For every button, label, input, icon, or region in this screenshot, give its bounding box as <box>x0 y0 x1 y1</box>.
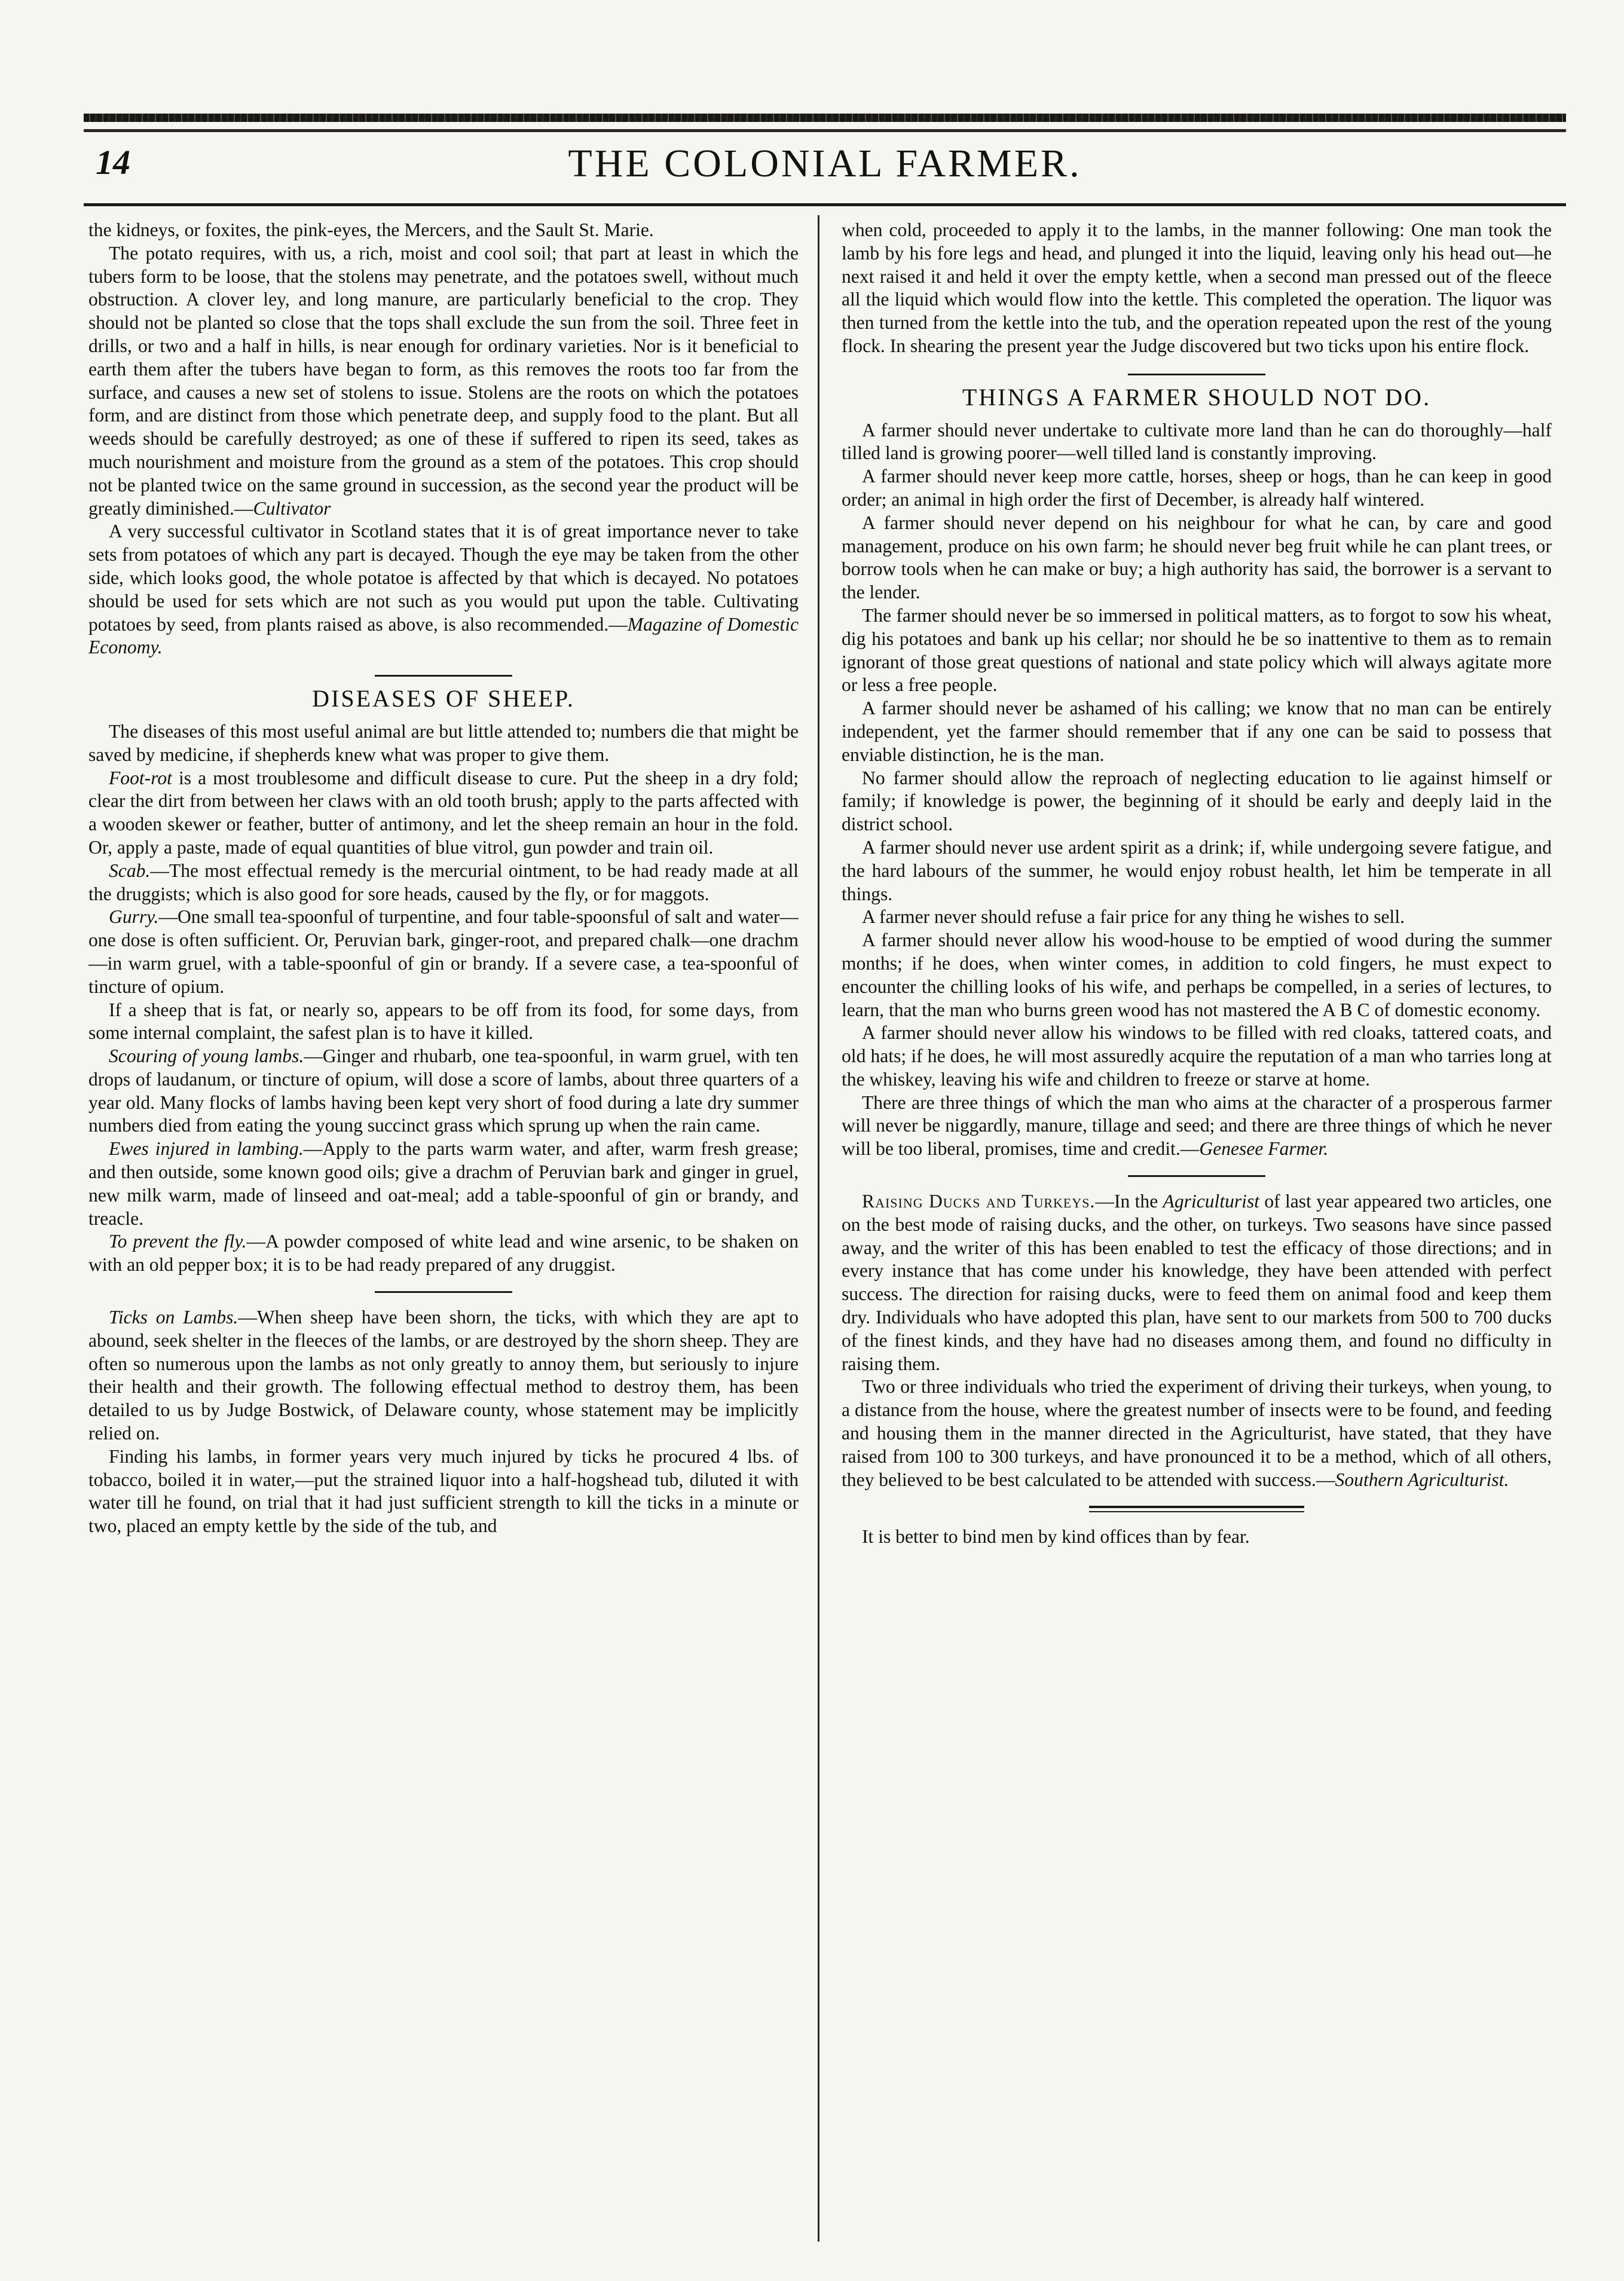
section-rule <box>375 1291 512 1293</box>
section-rule <box>1128 374 1265 375</box>
turkeys-text: Two or three individuals who tried the experiment of driving their turkeys, when young, to a distance from the house, where the greatest number of insects were to be found, and feeding and housing them in the manner directed in the Agriculturist, have stated, that they have raised from 100 to 300 turkeys, and have pronounced it to be a method, which of all others, they believed to be best calculated to be attended with success.— <box>842 1376 1552 1490</box>
right-column <box>842 219 1552 2245</box>
sheep-section-heading: DISEASES OF SHEEP. <box>312 685 575 713</box>
scab-paragraph <box>88 860 799 906</box>
potato-soil-text: The potato requires, with us, a rich, moist and cool soil; that part at least in which the tubers form to be loose, that the stolens may penetrate, and the potatoes swell, without much obstruction. A clover ley, and long manure, are particularly beneficial to the crop. They should not be planted so close that the tops shall exclude the sun from the soil. Three feet in drills, or two and a half in hills, is near enough for ordinary varieties. Nor is it beneficial to earth them after the tubers have began to form, as this removes the roots too far from the surface, and causes a new set of stolens to issue. Stolens are the roots on which the potatoes form, and are distinct from those which penetrate deep, and supply food to the plant. But all weeds should be carefully destroyed; as one of these if suffered to ripen its seed, takes as much nourishment and moisture from the ground as a stem of the potatoes. This crop should not be planted twice on the same ground in succession, as the second year the product will be greatly diminished.— <box>88 242 799 519</box>
ducks-text-b: of last year appeared two articles, one on the best mode of raising ducks, and the other, on turkeys. Two seasons have since passed away, and the writer of this has been enabled to test the efficacy of those directions; and in every instance that has come under his knowledge, they have been attended with perfect success. The direction for raising ducks, were to feed them on animal food and keep them dry. Individuals who have adopted this plan, have sent to our markets from 500 to 700 ducks of the finest kinds, and they have had no diseases among them, and found no difficulty in raising them. <box>842 1191 1552 1374</box>
farmer-rule-3: A farmer should never depend on his neighbour for what he can, by care and good management, produce on his own farm; he should never beg fruit while he can plant trees, or borrow tools when he can make or buy; a high authority has said, the borrower is a servant to the lender. <box>842 512 1552 603</box>
source-genesee: Genesee Farmer. <box>1199 1138 1329 1160</box>
gurry-paragraph <box>88 906 799 998</box>
source-southern: Southern Agriculturist. <box>1335 1469 1509 1490</box>
fly-paragraph <box>88 1230 799 1277</box>
section-rule <box>1128 1175 1265 1177</box>
source-magazine: Magazine of Domestic Economy. <box>88 613 799 658</box>
closing-maxim: It is better to bind men by kind offices than by fear. <box>862 1526 1250 1548</box>
ticks-paragraph <box>88 1306 799 1445</box>
gurry-lead: Gurry. <box>109 906 159 928</box>
page-number: 14 <box>96 143 130 182</box>
farmer-rule-9: A farmer should never allow his wood-house to be emptied of wood during the summer months; if he does, when winter comes, in addition to cold fingers, he must expect to encounter the chilling looks of his wife, and perhaps be compelled, in a series of lectures, to learn, that the man who burns green wood has not mastered the A B C of domestic economy. <box>842 929 1552 1020</box>
farmer-rule-11-text: There are three things of which the man who aims at the character of a prosperous farmer will never be niggardly, manure, tillage and seed; and there are three things of which he never will be too liberal, promises, time and credit.— <box>842 1091 1552 1160</box>
fly-text: —A powder composed of white lead and wine arsenic, to be shaken on with an old pepper box; it is to be had ready prepared of any druggist. <box>88 1231 799 1276</box>
gurry-text: —One small tea-spoonful of turpentine, and four table-spoonsful of salt and water—one dose is often sufficient. Or, Peruvian bark, ginger-root, and prepared chalk—one drachm—in warm gruel, with a table-spoonful of gin or brandy. If a severe case, a tea-spoonful of tincture of opium. <box>88 906 799 997</box>
potato-sets-paragraph <box>88 520 799 659</box>
foot-rot-lead: Foot-rot <box>109 767 172 788</box>
farmer-rule-4: The farmer should never be so immersed in political matters, as to forgot to sow his wheat, dig his potatoes and bank up his cellar; nor should he be so inattentive to them as to remain ignorant of those great questions of national and state policy which will always agitate more or less a free people. <box>842 604 1552 696</box>
double-rule <box>1089 1506 1304 1512</box>
ewes-text: —Apply to the parts warm water, and after, warm fresh grease; and then outside, some known good oils; give a drachm of Peruvian bark and ginger in gruel, new milk warm, made of linseed and oat-meal; add a table-spoonful of gin or brandy, and treacle. <box>88 1138 799 1229</box>
ewes-lead: Ewes injured in lambing. <box>109 1138 304 1160</box>
ticks-text: —When sheep have been shorn, the ticks, with which they are apt to abound, seek shelter in the fleeces of the lambs, or are destroyed by the shorn sheep. They are often so numerous upon the lambs as not only greatly to annoy them, but seriously to injure their health and their growth. The following effectual method to destroy them, has been detailed to us by Judge Bostwick, of Delaware county, whose statement may be implicitly relied on. <box>88 1307 799 1444</box>
left-column <box>88 219 799 2245</box>
ducks-paragraph <box>842 1190 1552 1375</box>
farmer-rule-7: A farmer should never use ardent spirit as a drink; if, while undergoing severe fatigue, and the hard labours of the summer, he would enjoy robust health, let him be temperate in all things. <box>842 836 1552 904</box>
farmer-rule-11 <box>842 1091 1552 1161</box>
column-divider <box>818 215 819 2242</box>
scouring-lead: Scouring of young lambs. <box>109 1045 304 1067</box>
top-ornamental-rule <box>84 114 1566 122</box>
potato-soil-paragraph <box>88 242 799 521</box>
farmer-rule-8: A farmer never should refuse a fair price for any thing he wishes to sell. <box>862 906 1405 928</box>
turkeys-paragraph <box>842 1375 1552 1491</box>
farmer-rule-6: No farmer should allow the reproach of neglecting education to lie against himself or family; if knowledge is power, the beginning of it should be early and deeply laid in the district school. <box>842 767 1552 835</box>
ticks-continued: when cold, proceeded to apply it to the lambs, in the manner following: One man took the lamb by his fore legs and head, and plunged it into the liquid, leaving only his head out—he next raised it and held it over the empty kettle, when a second man pressed out of the fleece all the liquid which would flow into the kettle. This completed the operation. The liquor was then turned from the kettle into the tub, and the operation repeated upon the rest of the young flock. In shearing the present year the Judge discovered but two ticks upon his entire flock. <box>842 219 1552 356</box>
source-cultivator: Cultivator <box>253 497 331 519</box>
scab-lead: Scab. <box>109 860 151 881</box>
top-thin-rule <box>84 129 1566 132</box>
ewes-paragraph <box>88 1138 799 1230</box>
potato-varieties-text: the kidneys, or foxites, the pink-eyes, the Mercers, and the Sault St. Marie. <box>88 219 654 240</box>
foot-rot-text: is a most troublesome and difficult disease to cure. Put the sheep in a dry fold; clear the dirt from between her claws with an old tooth brush; apply to the parts affected with a wooden skewer or feather, butter of antimony, and let the sheep remain an hour in the fold. Or, apply a paste, made of equal quantities of blue vitrol, gun powder and train oil. <box>88 767 799 858</box>
farmer-rule-10: A farmer should never allow his windows to be filled with red cloaks, tattered coats, and old hats; if he does, he will most assuredly acquire the reputation of a man who tarries long at the whiskey, leaving his wife and children to freeze or starve at home. <box>842 1022 1552 1090</box>
farmer-rule-5: A farmer should never be ashamed of his calling; we know that no man can be entirely independent, yet the farmer should remember that if any one can be said to possess that enviable distinction, he is the man. <box>842 698 1552 765</box>
section-rule <box>375 675 512 677</box>
scouring-paragraph <box>88 1045 799 1138</box>
header-rule <box>84 203 1566 206</box>
agriculturist-title: Agriculturist <box>1163 1191 1260 1212</box>
potato-sets-text: A very successful cultivator in Scotland states that it is of great importance never to take sets from potatoes of which any part is decayed. Though the eye may be taken from the other side, which looks good, the whole potatoe is affected by that which is decayed. No potatoes should be used for sets which are not such as you would put upon the table. Cultivating potatoes by seed, from plants raised as above, is also recommended.— <box>88 521 799 635</box>
tobacco-paragraph: Finding his lambs, in former years very much injured by ticks he procured 4 lbs. of tobacco, boiled it in water,—put the strained liquor into a half-hogshead tub, diluted it with water till he found, on trial that it had just sufficient strength to kill the ticks in a minute or two, placed an empty kettle by the side of the tub, and <box>88 1445 799 1537</box>
foot-rot-paragraph <box>88 767 799 860</box>
farmer-rule-2: A farmer should never keep more cattle, horses, sheep or hogs, than he can keep in good order; an animal in high order the first of December, is already half wintered. <box>842 466 1552 510</box>
fly-lead: To prevent the fly. <box>109 1231 247 1252</box>
scab-text: —The most effectual remedy is the mercurial ointment, to be had ready made at all the druggists; which is also good for sore heads, caused by the fly, or for maggots. <box>88 860 799 904</box>
farmer-rule-1: A farmer should never undertake to cultivate more land than he can do thoroughly—half tilled land is growing poorer—well tilled land is constantly improving. <box>842 419 1552 464</box>
newspaper-page <box>84 114 1566 2254</box>
fat-sheep-paragraph: If a sheep that is fat, or nearly so, appears to be off from its food, for some days, from some internal complaint, the safest plan is to have it killed. <box>88 999 799 1044</box>
masthead-title: THE COLONIAL FARMER. <box>568 142 1082 185</box>
ducks-lead: Raising Ducks and Turkeys. <box>862 1191 1096 1212</box>
sheep-intro: The diseases of this most useful animal are but little attended to; numbers die that might be saved by medicine, if shepherds knew what was proper to give them. <box>88 720 799 765</box>
ducks-text-a: —In the <box>1095 1191 1163 1212</box>
ticks-lead: Ticks on Lambs. <box>109 1307 238 1328</box>
farmer-section-heading: THINGS A FARMER SHOULD NOT DO. <box>962 383 1432 411</box>
scouring-text: —Ginger and rhubarb, one tea-spoonful, in warm gruel, with ten drops of laudanum, or tincture of opium, will dose a score of lambs, about three quarters of a year old. Many flocks of lambs having been kept very short of food during a late dry summer numbers died from eating the young succinct grass which sprung up when the rain came. <box>88 1045 799 1136</box>
